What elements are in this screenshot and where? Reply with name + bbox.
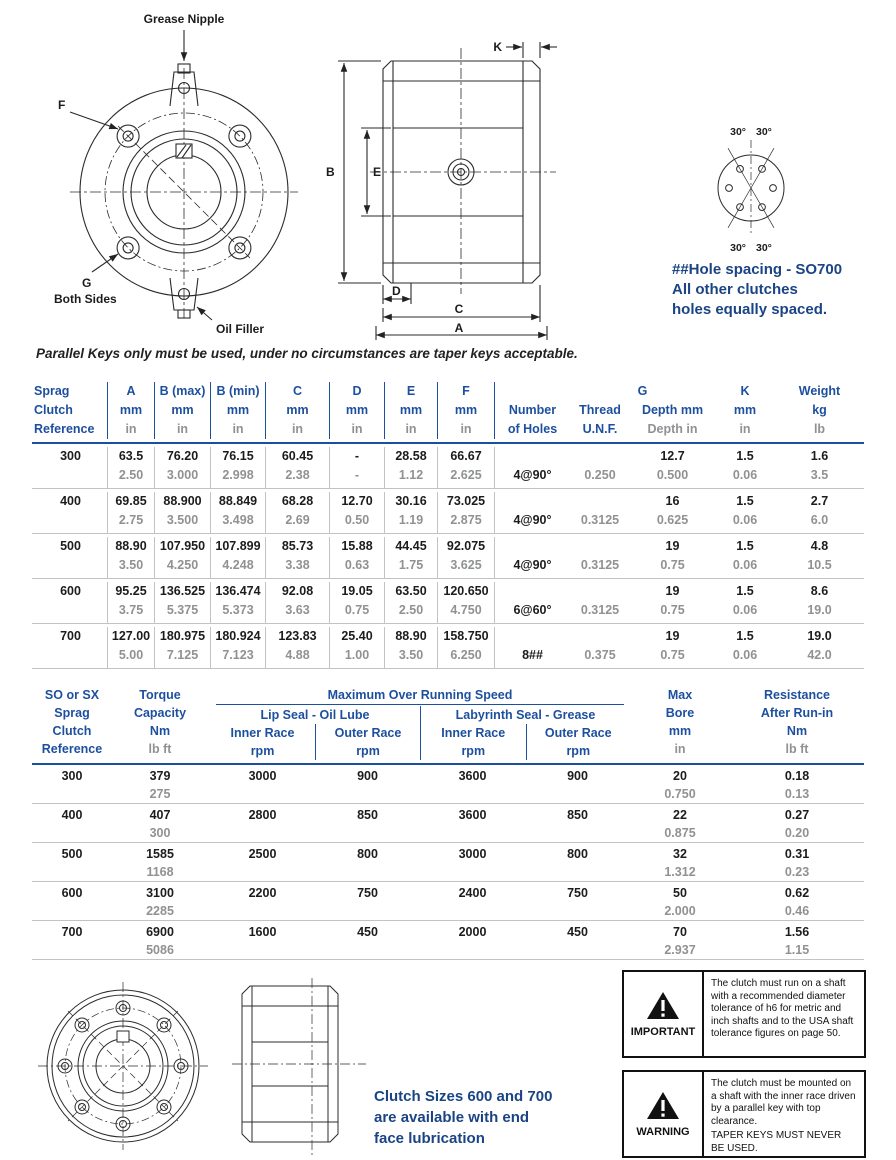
cell-c: 123.83 4.88 <box>266 627 330 668</box>
cell-torque: 407 300 <box>149 808 171 840</box>
cell-depth: 19 0.75 <box>660 539 685 572</box>
warning-text: The clutch must be mounted on a shaft with the inner race driven by a parallel key with top clearance. TAPER KEYS MUST NEVER BE USED. <box>711 1078 856 1154</box>
important-box <box>622 970 866 1058</box>
table-row <box>32 843 864 882</box>
cell-bmax: 180.975 7.125 <box>155 627 211 668</box>
section-view-endface-drawing <box>224 976 374 1158</box>
cell-k: 1.5 0.06 <box>732 494 758 527</box>
overrun-speed-title: Maximum Over Running Speed <box>216 686 624 705</box>
cell-lab-inner: 3600 <box>458 769 487 783</box>
cell-max-bore: 70 2.937 <box>664 925 696 957</box>
cell-reference: 300 <box>32 447 108 488</box>
labyrinth-seal-group: Labyrinth Seal - Grease Inner Race rpm Outer Race rpm <box>420 706 630 760</box>
cell-depth: 19 0.75 <box>660 629 685 662</box>
col-header-reference: Sprag Clutch Reference <box>32 382 108 439</box>
table-row <box>32 624 864 669</box>
cell-lip-inner: 3000 <box>248 769 277 783</box>
col-header-overrun-speed-group <box>210 686 630 760</box>
k-dim-label: K <box>493 40 502 54</box>
dimensions-table <box>32 376 864 669</box>
cell-depth: 16 0.625 <box>656 494 689 527</box>
cell-holes: 6@60° <box>513 603 552 617</box>
table-row <box>32 489 864 534</box>
cell-k: 1.5 0.06 <box>732 539 758 572</box>
cell-resistance: 0.62 0.46 <box>784 886 810 918</box>
cell-resistance: 0.27 0.20 <box>784 808 810 840</box>
cell-resistance: 0.18 0.13 <box>784 769 810 801</box>
cell-lab-inner: 3600 <box>458 808 487 822</box>
cell-reference: 600 <box>61 886 83 900</box>
angle-label: 30° <box>756 126 772 138</box>
cell-resistance: 0.31 0.23 <box>784 847 810 879</box>
cell-lip-outer: 450 <box>357 925 378 939</box>
col-header-resistance: Resistance After Run-in Nm lb ft <box>760 688 834 756</box>
cell-bmin: 107.899 4.248 <box>211 537 266 578</box>
cell-reference: 500 <box>32 537 108 578</box>
cell-a: 63.5 2.50 <box>108 447 155 488</box>
front-view-8hole-drawing <box>28 972 218 1160</box>
cell-holes: 8## <box>522 648 543 662</box>
c-dim-label: C <box>454 302 464 316</box>
cell-torque: 379 275 <box>149 769 171 801</box>
front-view-drawing <box>36 6 326 340</box>
col-header-thread: Thread U.N.F. <box>579 403 621 436</box>
cell-f: 120.650 4.750 <box>438 582 495 623</box>
cell-thread: 0.3125 <box>580 603 620 617</box>
cell-e: 30.16 1.19 <box>385 492 438 533</box>
both-sides-label: Both Sides <box>54 292 117 306</box>
cell-reference: 400 <box>32 492 108 533</box>
col-header-d: D mm in <box>330 382 385 439</box>
col-header-bmax: B (max) mm in <box>155 382 211 439</box>
cell-d: 19.05 0.75 <box>330 582 385 623</box>
angle-label: 30° <box>730 126 746 138</box>
cell-k: 1.5 0.06 <box>732 449 758 482</box>
table-row <box>32 921 864 960</box>
cell-max-bore: 50 2.000 <box>664 886 696 918</box>
performance-table <box>32 686 864 960</box>
cell-reference: 700 <box>61 925 83 939</box>
warning-label: WARNING <box>636 1125 690 1138</box>
hole-spacing-note: ##Hole spacing - SO700 All other clutches holes equally spaced. <box>672 261 843 318</box>
important-label: IMPORTANT <box>630 1025 696 1038</box>
cell-bmin: 88.849 3.498 <box>211 492 266 533</box>
end-face-caption: Clutch Sizes 600 and 700 are available with end face lubrication <box>374 1088 553 1147</box>
cell-depth: 19 0.75 <box>660 584 685 617</box>
cell-thread: 0.375 <box>584 648 616 662</box>
section-view-drawing <box>318 36 588 348</box>
cell-lab-outer: 450 <box>567 925 588 939</box>
performance-table-header <box>32 686 864 765</box>
cell-k: 1.5 0.06 <box>732 629 758 662</box>
cell-weight: 1.6 3.5 <box>810 449 829 482</box>
cell-bmax: 107.950 4.250 <box>155 537 211 578</box>
cell-lab-inner: 2400 <box>458 886 487 900</box>
oil-filler-label: Oil Filler <box>216 322 265 336</box>
cell-a: 69.85 2.75 <box>108 492 155 533</box>
cell-lip-inner: 1600 <box>248 925 277 939</box>
important-text: The clutch must run on a shaft with a recommended diameter tolerance of h6 for metric and inch shafts and to the USA shaft tolerance figures on page 50. <box>711 978 854 1039</box>
cell-f: 158.750 6.250 <box>438 627 495 668</box>
cell-lab-outer: 800 <box>567 847 588 861</box>
col-header-lab-inner: Inner Race rpm <box>441 726 506 758</box>
cell-reference: 600 <box>32 582 108 623</box>
table-row <box>32 534 864 579</box>
col-header-g: G <box>637 384 648 398</box>
col-header-k: K mm in <box>733 384 757 436</box>
g-dim-label: G <box>82 276 92 290</box>
cell-c: 92.08 3.63 <box>266 582 330 623</box>
cell-a: 95.25 3.75 <box>108 582 155 623</box>
cell-torque: 3100 2285 <box>146 886 174 918</box>
dimensions-table-header <box>32 376 864 444</box>
cell-c: 68.28 2.69 <box>266 492 330 533</box>
cell-f: 73.025 2.875 <box>438 492 495 533</box>
col-header-c: C mm in <box>266 382 330 439</box>
cell-resistance: 1.56 1.15 <box>784 925 810 957</box>
cell-thread: 0.3125 <box>580 558 620 572</box>
cell-k: 1.5 0.06 <box>732 584 758 617</box>
parallel-keys-note: Parallel Keys only must be used, under no circumstances are taper keys acceptable. <box>36 346 578 361</box>
cell-reference: 300 <box>61 769 83 783</box>
warning-triangle-icon <box>646 991 680 1021</box>
e-dim-label: E <box>373 165 382 179</box>
cell-bmax: 136.525 5.375 <box>155 582 211 623</box>
cell-lab-inner: 2000 <box>458 925 487 939</box>
warning-box <box>622 1070 866 1158</box>
cell-thread: 0.250 <box>584 468 616 482</box>
cell-lip-outer: 750 <box>357 886 378 900</box>
cell-a: 88.90 3.50 <box>108 537 155 578</box>
cell-lip-inner: 2500 <box>248 847 277 861</box>
cell-holes: 4@90° <box>513 513 552 527</box>
cell-reference: 700 <box>32 627 108 668</box>
col-header-lab-outer: Outer Race rpm <box>526 724 631 760</box>
cell-c: 60.45 2.38 <box>266 447 330 488</box>
cell-lip-outer: 900 <box>357 769 378 783</box>
cell-lab-outer: 750 <box>567 886 588 900</box>
cell-lab-outer: 850 <box>567 808 588 822</box>
col-header-lip-outer: Outer Race rpm <box>315 724 420 760</box>
cell-torque: 1585 1168 <box>146 847 174 879</box>
cell-torque: 6900 5086 <box>146 925 174 957</box>
warning-icon-panel <box>624 1072 704 1156</box>
col-header-holes: Number of Holes <box>507 403 558 436</box>
cell-bmin: 76.15 2.998 <box>211 447 266 488</box>
cell-d: 15.88 0.63 <box>330 537 385 578</box>
col-header-torque: Torque Capacity Nm lb ft <box>133 688 187 756</box>
cell-lip-inner: 2800 <box>248 808 277 822</box>
cell-lip-inner: 2200 <box>248 886 277 900</box>
col-header-lip-inner: Inner Race rpm <box>230 726 295 758</box>
d-dim-label: D <box>392 284 401 298</box>
table-row <box>32 882 864 921</box>
cell-bmax: 76.20 3.000 <box>155 447 211 488</box>
cell-weight: 8.6 19.0 <box>807 584 832 617</box>
cell-reference: 500 <box>61 847 83 861</box>
cell-weight: 4.8 10.5 <box>807 539 832 572</box>
cell-holes: 4@90° <box>513 468 552 482</box>
cell-thread: 0.3125 <box>580 513 620 527</box>
grease-nipple-label: Grease Nipple <box>143 12 225 26</box>
cell-lip-outer: 850 <box>357 808 378 822</box>
cell-lip-outer: 800 <box>357 847 378 861</box>
cell-max-bore: 22 0.875 <box>664 808 696 840</box>
cell-e: 44.45 1.75 <box>385 537 438 578</box>
cell-holes: 4@90° <box>513 558 552 572</box>
cell-f: 92.075 3.625 <box>438 537 495 578</box>
cell-lab-inner: 3000 <box>458 847 487 861</box>
angle-label: 30° <box>730 242 746 254</box>
col-header-reference: SO or SX Sprag Clutch Reference <box>41 688 103 756</box>
table-row <box>32 579 864 624</box>
warning-triangle-icon <box>646 1091 680 1121</box>
cell-d: - - <box>330 447 385 488</box>
cell-max-bore: 32 1.312 <box>664 847 696 879</box>
col-header-e: E mm in <box>385 382 438 439</box>
important-icon-panel <box>624 972 704 1056</box>
col-header-weight: Weight kg lb <box>798 384 841 436</box>
cell-e: 28.58 1.12 <box>385 447 438 488</box>
col-header-depth: Depth mm Depth in <box>641 403 704 436</box>
cell-c: 85.73 3.38 <box>266 537 330 578</box>
table-row <box>32 765 864 804</box>
f-dim-label: F <box>58 98 66 112</box>
cell-bmin: 136.474 5.373 <box>211 582 266 623</box>
cell-weight: 2.7 6.0 <box>810 494 829 527</box>
cell-a: 127.00 5.00 <box>108 627 155 668</box>
a-dim-label: A <box>454 321 464 335</box>
col-header-max-bore: Max Bore mm in <box>665 688 695 756</box>
table-row <box>32 444 864 489</box>
cell-weight: 19.0 42.0 <box>807 629 832 662</box>
col-header-f: F mm in <box>438 382 495 439</box>
cell-d: 25.40 1.00 <box>330 627 385 668</box>
cell-f: 66.67 2.625 <box>438 447 495 488</box>
cell-reference: 400 <box>61 808 83 822</box>
table-row <box>32 804 864 843</box>
b-dim-label: B <box>326 165 335 179</box>
col-header-g-group <box>570 382 715 439</box>
cell-bmax: 88.900 3.500 <box>155 492 211 533</box>
cell-bmin: 180.924 7.123 <box>211 627 266 668</box>
cell-lab-outer: 900 <box>567 769 588 783</box>
lip-seal-group: Lip Seal - Oil Lube Inner Race rpm Outer Race rpm <box>210 706 420 760</box>
hole-spacing-drawing <box>688 124 814 254</box>
col-header-a: A mm in <box>108 382 155 439</box>
angle-label: 30° <box>756 242 772 254</box>
cell-depth: 12.7 0.500 <box>656 449 689 482</box>
cell-e: 88.90 3.50 <box>385 627 438 668</box>
cell-d: 12.70 0.50 <box>330 492 385 533</box>
col-header-bmin: B (min) mm in <box>211 382 266 439</box>
cell-e: 63.50 2.50 <box>385 582 438 623</box>
cell-max-bore: 20 0.750 <box>664 769 696 801</box>
